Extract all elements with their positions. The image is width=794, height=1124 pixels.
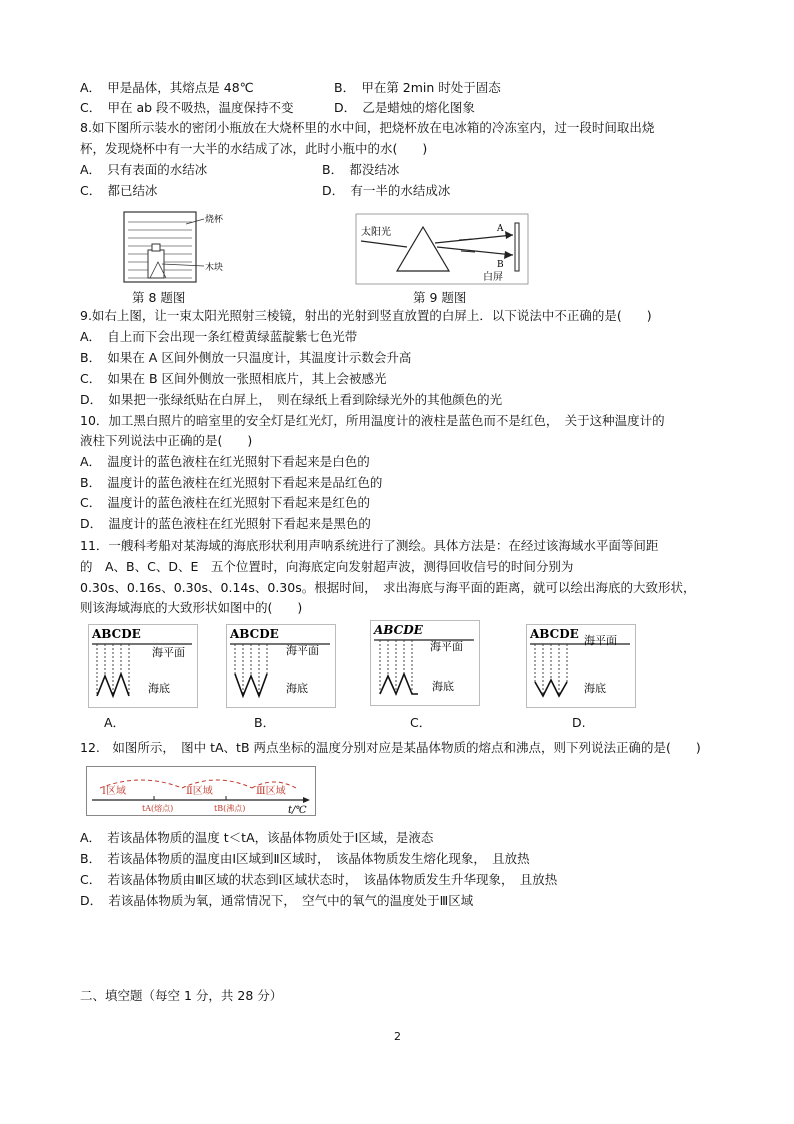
q8-option-a: A． 只有表面的水结冰 [80, 162, 208, 177]
q12-temperature-figure [86, 766, 316, 816]
q7-option-a: A． 甲是晶体，其熔点是 48℃ [80, 80, 254, 95]
q11-stem-line3: 0.30s、0.16s、0.30s、0.14s、0.30s。根据时间， 求出海底与海平面的距离，就可以绘出海底的大致形状， [80, 580, 696, 595]
ta-melting-label: tA(熔点) [142, 804, 174, 813]
q10-option-d: D． 温度计的蓝色液柱在红光照射下看起来是黑色的 [80, 516, 371, 531]
q7-option-d: D． 乙是蜡烛的熔化图象 [334, 100, 475, 115]
sea-bottom-label: 海底 [432, 680, 454, 693]
q9-option-d: D． 如果把一张绿纸贴在白屏上， 则在绿纸上看到除绿光外的其他颜色的光 [80, 392, 503, 407]
beaker-label: 烧杯 [205, 215, 224, 225]
axis-label: t/℃ [288, 805, 307, 816]
q11-stem-line1: 11．一艘科考船对某海域的海底形状利用声呐系统进行了测绘。具体方法是：在经过该海域水平面等间距 [80, 538, 659, 553]
q12-option-b: B． 若该晶体物质的温度由Ⅰ区域到Ⅱ区域时， 该晶体物质发生熔化现象， 且放热 [80, 851, 530, 866]
q9-prism-figure [355, 213, 530, 285]
zone-1-label: Ⅰ区域 [102, 786, 126, 797]
sonar-letters: ABCDE [374, 623, 423, 637]
q8-stem-line1: 8.如下图所示装水的密闭小瓶放在大烧杯里的水中间，把烧杯放在电冰箱的冷冻室内，过一段时间取出烧 [80, 120, 655, 135]
q7-option-b: B． 甲在第 2min 时处于固态 [334, 80, 501, 95]
page-number: 2 [394, 1030, 401, 1043]
q8-figure-caption: 第 8 题图 [132, 290, 186, 305]
sea-level-label: 海平面 [152, 646, 185, 659]
q12-option-d: D． 若该晶体物质为氧，通常情况下， 空气中的氧气的温度处于Ⅲ区域 [80, 893, 474, 908]
zone-a-label: A [497, 224, 504, 234]
q8-stem-line2: 杯，发现烧杯中有一大半的水结成了冰，此时小瓶中的水( ) [80, 141, 428, 156]
q10-stem-line2: 液柱下列说法中正确的是( ) [80, 433, 253, 448]
q8-option-d: D． 有一半的水结成冰 [322, 183, 451, 198]
q11-stem-line4: 则该海域海底的大致形状如图中的( ) [80, 600, 303, 615]
section-heading: 二、填空题（每空 1 分，共 28 分） [80, 988, 283, 1003]
q9-figure-caption: 第 9 题图 [413, 290, 467, 305]
q11-figure-d [526, 624, 636, 708]
q8-option-b: B． 都没结冰 [322, 162, 400, 177]
sonar-letters: ABCDE [92, 627, 141, 641]
q9-option-a: A． 自上而下会出现一条红橙黄绿蓝靛紫七色光带 [80, 329, 358, 344]
sunlight-label: 太阳光 [361, 227, 391, 238]
q10-option-c: C． 温度计的蓝色液柱在红光照射下看起来是红色的 [80, 495, 370, 510]
q11-figure-label-d: D. [572, 715, 586, 730]
q12-option-c: C． 若该晶体物质由Ⅲ区域的状态到Ⅰ区域状态时， 该晶体物质发生升华现象， 且放热 [80, 872, 558, 887]
zone-2-label: Ⅱ区域 [186, 786, 213, 797]
sea-level-label: 海平面 [286, 644, 319, 657]
q9-option-b: B． 如果在 A 区间外侧放一只温度计，其温度计示数会升高 [80, 350, 412, 365]
q9-option-c: C． 如果在 B 区间外侧放一张照相底片，其上会被感光 [80, 371, 387, 386]
q11-figure-b [226, 624, 336, 708]
q10-stem-line1: 10．加工黑白照片的暗室里的安全灯是红光灯，所用温度计的液柱是蓝色而不是红色， 关于这种温度计的 [80, 413, 665, 428]
sea-bottom-label: 海底 [148, 682, 170, 695]
q11-figure-a [88, 624, 198, 708]
q10-option-b: B． 温度计的蓝色液柱在红光照射下看起来是品红色的 [80, 475, 383, 490]
tb-boiling-label: tB(沸点) [214, 804, 246, 813]
q12-stem: 12. 如图所示， 图中 tA、tB 两点坐标的温度分别对应是某晶体物质的熔点和沸点，则下列说法正确的是( ) [80, 740, 701, 755]
q11-figure-label-c: C． [410, 715, 432, 730]
sonar-letters: ABCDE [530, 627, 579, 641]
q11-figure-c [370, 620, 480, 706]
sea-bottom-label: 海底 [286, 682, 308, 695]
q8-beaker-figure [120, 210, 230, 286]
q7-option-c: C． 甲在 ab 段不吸热，温度保持不变 [80, 100, 294, 115]
q12-option-a: A． 若该晶体物质的温度 t＜tA，该晶体物质处于Ⅰ区域，是液态 [80, 830, 434, 845]
screen-shape [515, 223, 519, 271]
sea-level-label: 海平面 [584, 634, 617, 647]
sea-level-label: 海平面 [430, 640, 463, 653]
q11-figure-label-b: B． [254, 715, 276, 730]
sonar-letters: ABCDE [230, 627, 279, 641]
white-screen-label: 白屏 [483, 272, 503, 283]
q10-option-a: A． 温度计的蓝色液柱在红光照射下看起来是白色的 [80, 454, 370, 469]
zone-3-label: Ⅲ区域 [256, 786, 286, 797]
sea-bottom-label: 海底 [584, 682, 606, 695]
q9-stem: 9.如右上图，让一束太阳光照射三棱镜，射出的光射到竖直放置的白屏上．以下说法中不正确的是( ) [80, 308, 652, 323]
ice-label: 木块 [205, 263, 224, 273]
q11-stem-line2: 的 A、B、C、D、E 五个位置时，向海底定向发射超声波，测得回收信号的时间分别为 [80, 559, 574, 574]
q8-option-c: C． 都已结冰 [80, 183, 158, 198]
zone-b-label: B [497, 260, 504, 270]
q11-figure-label-a: A． [104, 715, 126, 730]
